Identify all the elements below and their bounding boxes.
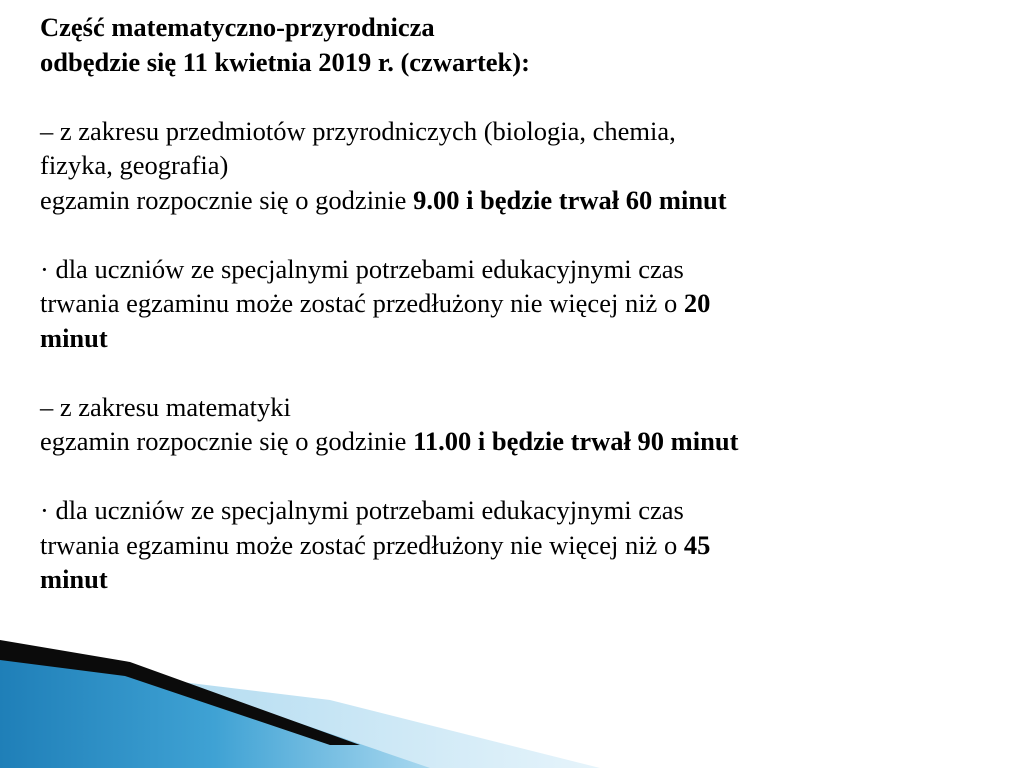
math-sen-line-3: minut <box>40 564 108 594</box>
title-line-2: odbędzie się 11 kwietnia 2019 r. (czwartek): <box>40 46 530 77</box>
title-line-1: Część matematyczno-przyrodnicza <box>40 12 435 42</box>
math-sen-line-2: trwania egzaminu może zostać przedłużony nie więcej niż o 45 <box>40 529 711 560</box>
science-sen-line-1: · dla uczniów ze specjalnymi potrzebami edukacyjnymi czas <box>40 253 684 284</box>
science-scope-line-2: fizyka, geografia) <box>40 150 229 180</box>
math-scope-line-1: – z zakresu matematyki <box>40 391 291 422</box>
science-sen-line-3: minut <box>40 322 108 353</box>
spacer <box>40 217 1000 252</box>
math-start-time: egzamin rozpocznie się o godzinie 11.00 i będzie trwał 90 minut <box>40 426 739 456</box>
math-sen-line-1: · dla uczniów ze specjalnymi potrzebami edukacyjnymi czas <box>40 495 684 525</box>
science-start-time: egzamin rozpocznie się o godzinie 9.00 i będzie trwał 60 minut <box>40 184 727 215</box>
slide-content <box>40 10 1000 597</box>
spacer <box>40 355 1000 390</box>
spacer <box>40 79 1000 114</box>
science-scope-line-1: – z zakresu przedmiotów przyrodniczych (biologia, chemia, <box>40 115 676 146</box>
science-sen-line-2: trwania egzaminu może zostać przedłużony nie więcej niż o 20 <box>40 288 711 318</box>
spacer <box>40 459 1000 494</box>
